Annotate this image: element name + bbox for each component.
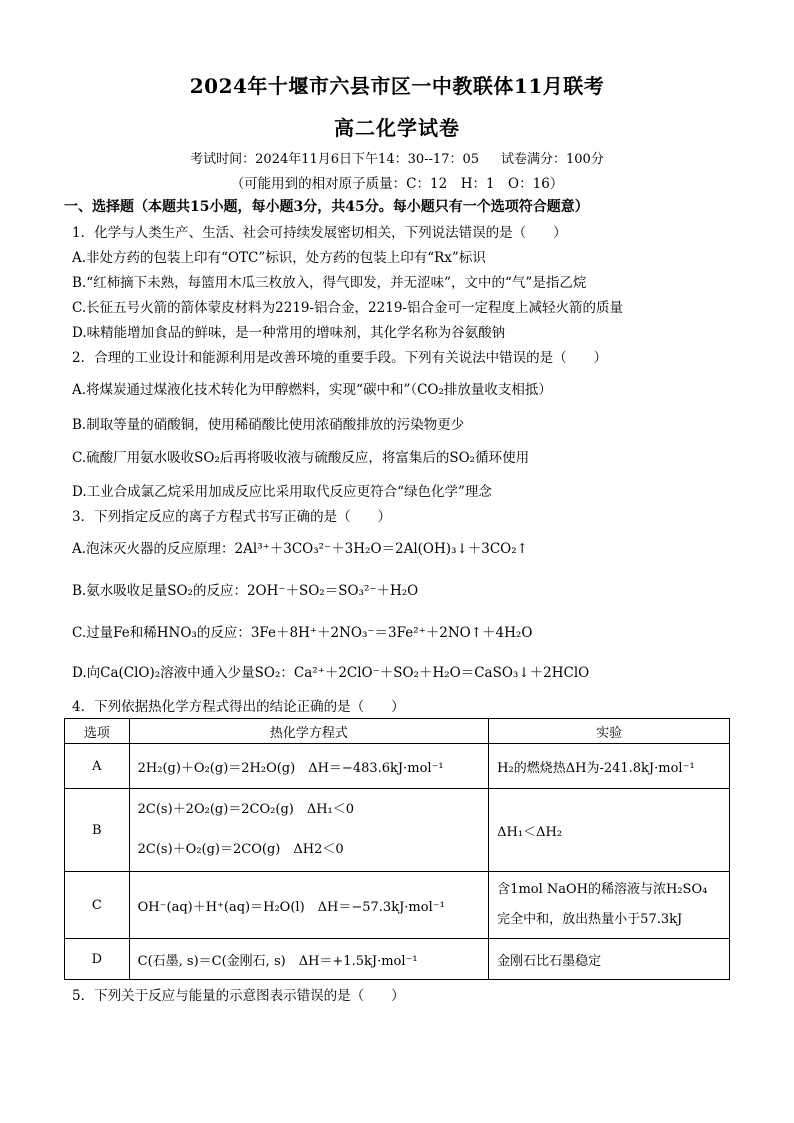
- question-1-option-a: A.非处方药的包装上印有“OTC”标识，处方药的包装上印有“Rx”标识: [72, 250, 486, 266]
- row-result: 金刚石比石墨稳定: [489, 939, 730, 980]
- question-2-option-d: D.工业合成氯乙烷采用加成反应比采用取代反应更符合“绿色化学”理念: [72, 484, 492, 500]
- row-result: 完全中和，放出热量小于57.3kJ: [497, 912, 683, 927]
- row-equation: 2H₂(g)＋O₂(g)＝2H₂O(g) ΔH＝−483.6kJ·mol⁻¹: [129, 744, 489, 789]
- row-equation-cell: [129, 789, 489, 872]
- table-row: [65, 789, 730, 872]
- question-3-option-c: C.过量Fe和稀HNO₃的反应：3Fe＋8H⁺＋2NO₃⁻＝3Fe²⁺＋2NO↑＋4H₂O: [72, 625, 533, 641]
- atomic-masses: （可能用到的相对原子质量：C：12 H：1 O：16）: [230, 176, 564, 192]
- exam-title: 2024年十堰市六县市区一中教联体11月联考: [189, 74, 605, 98]
- exam-meta: [0, 148, 794, 167]
- question-3-option-a: A.泡沫灭火器的反应原理：2Al³⁺＋3CO₃²⁻＋3H₂O＝2Al(OH)₃↓＋3CO₂↑: [72, 541, 528, 557]
- question-3-option-d: D.向Ca(ClO)₂溶液中通入少量SO₂：Ca²⁺＋2ClO⁻＋SO₂＋H₂O＝CaSO₃↓＋2HClO: [72, 665, 590, 681]
- question-3-option-b: B.氨水吸收足量SO₂的反应：2OH⁻＋SO₂＝SO₃²⁻＋H₂O: [72, 583, 419, 599]
- table-row: [65, 939, 730, 980]
- row-equation: C(石墨, s)＝C(金刚石, s) ΔH＝+1.5kJ·mol⁻¹: [129, 939, 489, 980]
- question-1-option-c: C.长征五号火箭的箭体蒙皮材料为2219-铝合金，2219-铝合金可一定程度上减轻火箭的质量: [72, 300, 623, 316]
- row-result: 含1mol NaOH的稀溶液与浓H₂SO₄: [497, 882, 708, 897]
- row-label: B: [65, 789, 130, 872]
- table-header-row: [65, 719, 730, 744]
- question-1-option-b: B.“红柿摘下未熟，每篮用木瓜三枚放入，得气即发，并无涩味”，文中的“气”是指乙烷: [72, 275, 587, 291]
- row-equation: 2C(s)＋2O₂(g)＝2CO₂(g) ΔH₁＜0: [137, 802, 355, 817]
- full-score: 试卷满分：100分: [501, 152, 604, 167]
- question-2-option-b: B.制取等量的硝酸铜，使用稀硝酸比使用浓硝酸排放的污染物更少: [72, 417, 465, 433]
- exam-time: 考试时间：2024年11月6日下午14：30--17：05: [190, 152, 480, 167]
- question-2-option-a: A.将煤炭通过煤液化技术转化为甲醇燃料，实现“碳中和”（CO₂排放量收支相抵）: [72, 382, 552, 398]
- question-1-option-d: D.味精能增加食品的鲜味，是一种常用的增味剂，其化学名称为谷氨酸钠: [72, 325, 506, 341]
- question-4-stem: 4．下列依据热化学方程式得出的结论正确的是（ ）: [72, 699, 405, 715]
- row-label: A: [65, 744, 130, 789]
- question-2-stem: 2．合理的工业设计和能源利用是改善环境的重要手段。下列有关说法中错误的是（ ）: [72, 350, 608, 366]
- row-label: C: [65, 872, 130, 939]
- question-5-stem: 5．下列关于反应与能量的示意图表示错误的是（ ）: [72, 988, 405, 1004]
- exam-subtitle: 高二化学试卷: [334, 116, 460, 140]
- table-row: [65, 872, 730, 939]
- table-row: [65, 744, 730, 789]
- row-result-cell: [489, 872, 730, 939]
- table-header-experiment: 实验: [489, 719, 730, 744]
- row-result: ΔH₁＜ΔH₂: [489, 789, 730, 872]
- table-header-option: 选项: [65, 719, 130, 744]
- question-2-option-c: C.硫酸厂用氨水吸收SO₂后再将吸收液与硫酸反应，将富集后的SO₂循环使用: [72, 450, 530, 466]
- row-label: D: [65, 939, 130, 980]
- row-equation: OH⁻(aq)＋H⁺(aq)＝H₂O(l) ΔH＝−57.3kJ·mol⁻¹: [129, 872, 489, 939]
- section-heading: 一、选择题（本题共15小题，每小题3分，共45分。每小题只有一个选项符合题意）: [64, 199, 589, 215]
- question-1-stem: 1．化学与人类生产、生活、社会可持续发展密切相关，下列说法错误的是（ ）: [72, 225, 567, 241]
- row-result: H₂的燃烧热ΔH为-241.8kJ·mol⁻¹: [489, 744, 730, 789]
- thermochem-table: [64, 718, 730, 980]
- question-3-stem: 3．下列指定反应的离子方程式书写正确的是（ ）: [72, 509, 392, 525]
- table-header-equation: 热化学方程式: [129, 719, 489, 744]
- row-equation: 2C(s)＋O₂(g)＝2CO(g) ΔH2＜0: [137, 842, 344, 857]
